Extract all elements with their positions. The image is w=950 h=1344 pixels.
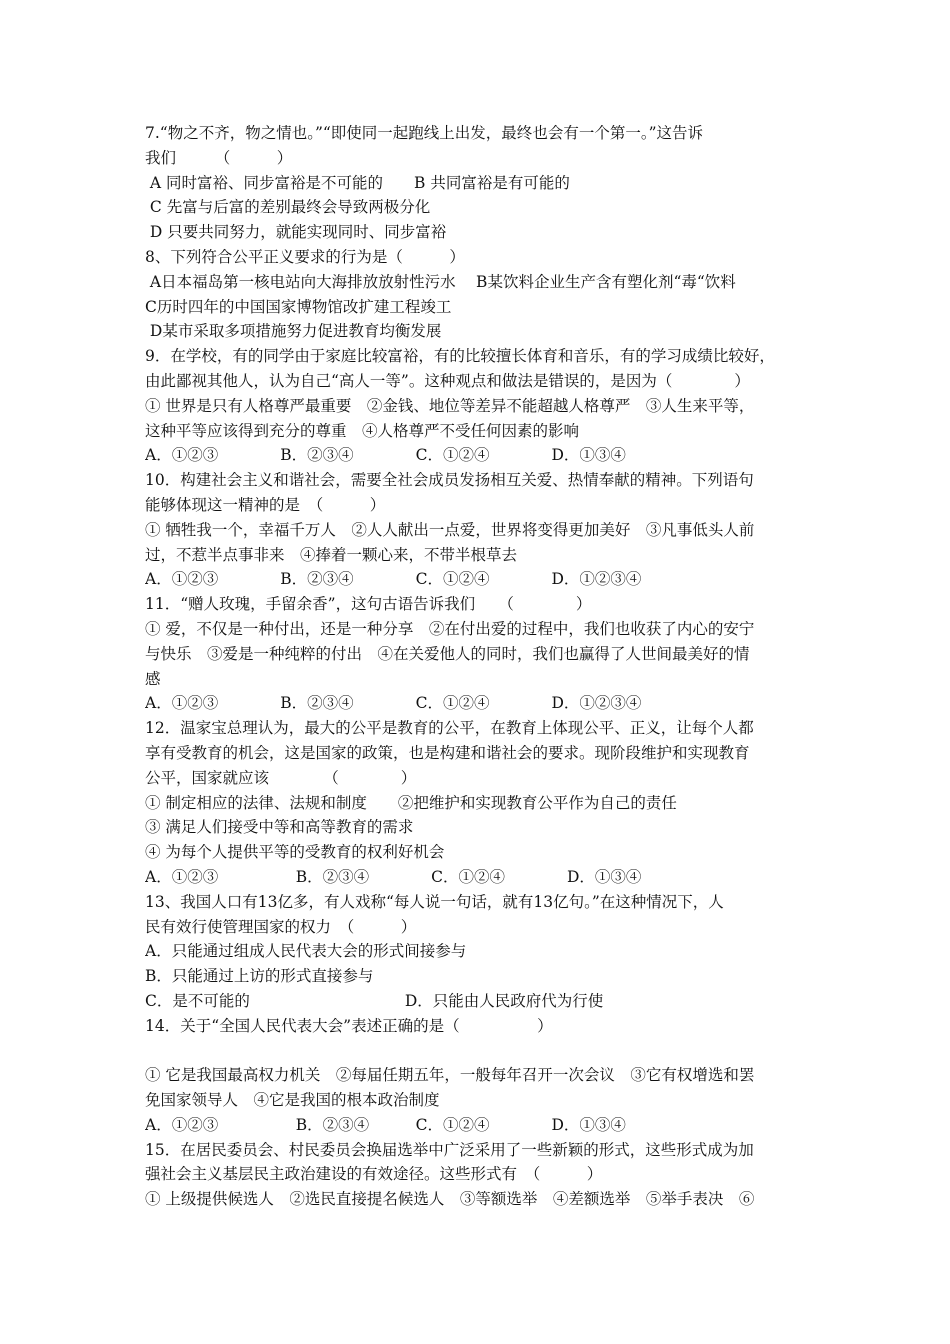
q8-stem: 8、下列符合公平正义要求的行为是（ ） <box>145 247 465 266</box>
q9-statements-line2: 这种平等应该得到充分的尊重 ④人格尊严不受任何因素的影响 <box>145 421 580 440</box>
q14-choices: A．①②③ B．②③④ C．①②④ D．①③④ <box>145 1115 626 1134</box>
q14-statements-line1: ① 它是我国最高权力机关 ②每届任期五年，一般每年召开一次会议 ③它有权增选和罢 <box>145 1066 755 1085</box>
exam-page <box>145 121 820 1212</box>
q11-statements-line1: ① 爱，不仅是一种付出，还是一种分享 ②在付出爱的过程中，我们也收获了内心的安宁 <box>145 619 755 638</box>
blank-line <box>145 1038 820 1063</box>
q12-statement-1-2: ① 制定相应的法律、法规和制度 ②把维护和实现教育公平作为自己的责任 <box>145 793 677 812</box>
q14-stem: 14．关于“全国人民代表大会”表述正确的是（ ） <box>145 1016 553 1035</box>
q9-stem-line1: 9．在学校，有的同学由于家庭比较富裕，有的比较擅长体育和音乐，有的学习成绩比较好， <box>145 347 775 366</box>
q10-statements-line1: ① 牺牲我一个，幸福千万人 ②人人献出一点爱，世界将变得更加美好 ③凡事低头人前 <box>145 520 755 539</box>
q8-option-d: D某市采取多项措施努力促进教育均衡发展 <box>145 322 442 341</box>
q9-stem-line2: 由此鄙视其他人，认为自己“高人一等”。这种观点和做法是错误的，是因为（ ） <box>145 371 750 390</box>
q7-option-c: C 先富与后富的差别最终会导致两极分化 <box>145 198 431 217</box>
q10-stem-line1: 10．构建社会主义和谐社会，需要全社会成员发扬相互关爱、热情奉献的精神。下列语句 <box>145 471 754 490</box>
q12-statement-3: ③ 满足人们接受中等和高等教育的需求 <box>145 818 414 837</box>
q14-statements-line2: 免国家领导人 ④它是我国的根本政治制度 <box>145 1091 440 1110</box>
q9-choices: A．①②③ B．②③④ C．①②④ D．①③④ <box>145 446 626 465</box>
q10-statements-line2: 过，不惹半点事非来 ④捧着一颗心来，不带半根草去 <box>145 545 518 564</box>
q8-option-c: C历时四年的中国国家博物馆改扩建工程竣工 <box>145 297 452 316</box>
q7-stem-line1: 7.“物之不齐，物之情也。”“即使同一起跑线上出发，最终也会有一个第一。”这告诉 <box>145 124 703 142</box>
q9-statements-line1: ① 世界是只有人格尊严最重要 ②金钱、地位等差异不能超越人格尊严 ③人生来平等， <box>145 396 755 415</box>
q11-stem: 11．“赠人玫瑰，手留余香”，这句古语告诉我们 （ ） <box>145 595 592 614</box>
q13-option-b: B．只能通过上访的形式直接参与 <box>145 967 374 986</box>
q7-option-ab: A 同时富裕、同步富裕是不可能的 B 共同富裕是有可能的 <box>145 173 570 192</box>
q13-stem-line2: 民有效行使管理国家的权力 （ ） <box>145 917 417 936</box>
q8-option-ab: A日本福岛第一核电站向大海排放放射性污水 B某饮料企业生产含有塑化剂“毒“饮料 <box>145 272 736 291</box>
q13-option-cd: C．是不可能的 D．只能由人民政府代为行使 <box>145 991 604 1010</box>
q15-stem-line1: 15．在居民委员会、村民委员会换届选举中广泛采用了一些新颖的形式，这些形式成为加 <box>145 1140 754 1159</box>
q11-choices: A．①②③ B．②③④ C．①②④ D．①②③④ <box>145 694 642 713</box>
q10-choices: A．①②③ B．②③④ C．①②④ D．①②③④ <box>145 570 642 589</box>
q12-stem-line3: 公平，国家就应该 （ ） <box>145 768 417 787</box>
q15-statements-line1: ① 上级提供候选人 ②选民直接提名候选人 ③等额选举 ④差额选举 ⑤举手表决 ⑥ <box>145 1190 755 1209</box>
q15-stem-line2: 强社会主义基层民主政治建设的有效途径。这些形式有 （ ） <box>145 1165 603 1184</box>
q12-stem-line2: 享有受教育的机会，这是国家的政策，也是构建和谐社会的要求。现阶段维护和实现教育 <box>145 743 750 762</box>
q12-statement-4: ④ 为每个人提供平等的受教育的权利好机会 <box>145 843 445 862</box>
q11-statements-line2: 与快乐 ③爱是一种纯粹的付出 ④在关爱他人的同时，我们也赢得了人世间最美好的情 <box>145 644 750 663</box>
q13-stem-line1: 13、我国人口有13亿多，有人戏称“每人说一句话，就有13亿句。”在这种情况下，人 <box>145 892 724 911</box>
q11-statements-line3: 感 <box>145 669 161 688</box>
q7-option-d: D 只要共同努力，就能实现同时、同步富裕 <box>145 223 447 242</box>
q10-stem-line2: 能够体现这一精神的是 （ ） <box>145 495 386 514</box>
q13-option-a: A．只能通过组成人民代表大会的形式间接参与 <box>145 942 467 961</box>
q7-stem-line2: 我们 （ ） <box>145 148 293 167</box>
q12-choices: A．①②③ B．②③④ C．①②④ D．①③④ <box>145 867 642 886</box>
q12-stem-line1: 12．温家宝总理认为，最大的公平是教育的公平，在教育上体现公平、正义，让每个人都 <box>145 719 754 738</box>
